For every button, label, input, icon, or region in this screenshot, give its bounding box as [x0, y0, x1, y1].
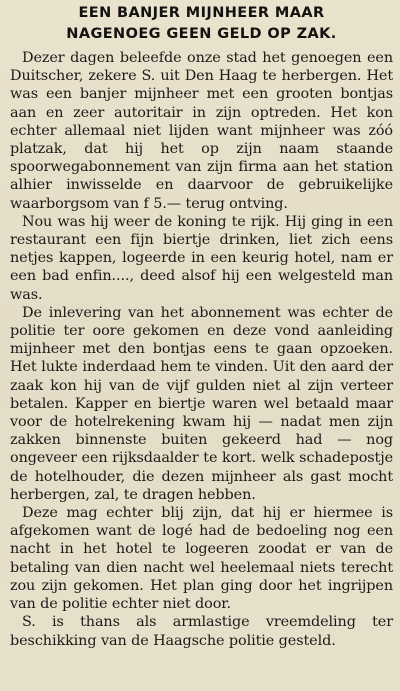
- headline-line-1: EEN BANJER MIJNHEER MAAR: [78, 5, 325, 21]
- paragraph-1: Dezer dagen beleefde onze stad het genoegen een Duitscher, zekere S. uit Den Haag te herbergen. Het was een banjer mijnheer met een grooten bontjas aan en zeer autoritair in zijn optreden. Het kon echter allemaal niet lijden want mijnheer was zóó platzak, dat hij het op zijn naam staande spoorwegabonnement van zijn firma aan het station alhier inwisselde en daarvoor de gebruikelijke waarborgsom van f 5.— terug ontving.: [10, 50, 393, 212]
- paragraph-2: Nou was hij weer de koning te rijk. Hij ging in een restaurant een fijn biertje drinken, liet zich eens netjes kappen, logeerde in een keurig hotel, nam er een bad enfin...., deed alsof hij een welgesteld man was.: [10, 213, 393, 303]
- article-body: [10, 49, 393, 650]
- headline-line-2: NAGENOEG GEEN GELD OP ZAK.: [66, 26, 337, 42]
- paragraph-4: Deze mag echter blij zijn, dat hij er hiermee is afgekomen want de logé had de bedoeling nog een nacht in het hotel te logeeren zoodat er van de betaling van dien nacht wel heelemaal niets terecht zou zijn gekomen. Het plan ging door het ingrijpen van de politie echter niet door.: [10, 505, 393, 613]
- paragraph-3: De inlevering van het abonnement was echter de politie ter oore gekomen en deze vond aanleiding mijnheer met den bontjas eens te gaan opzoeken. Het lukte inderdaad hem te vinden. Uit den aard der zaak kon hij van de vijf gulden niet al zijn verteer betalen. Kapper en biertje waren wel betaald maar voor de hotelrekening kwam hij — nadat men zijn zakken binnenste buiten gekeerd had — nog ongeveer een rijksdaalder te kort. welk schadepostje de hotelhouder, die dezen mijnheer als gast mocht herbergen, zal, te dragen hebben.: [10, 304, 393, 503]
- headline: [10, 3, 393, 45]
- paragraph-5: S. is thans als armlastige vreemdeling ter beschikking van de Haagsche politie gesteld.: [10, 614, 393, 649]
